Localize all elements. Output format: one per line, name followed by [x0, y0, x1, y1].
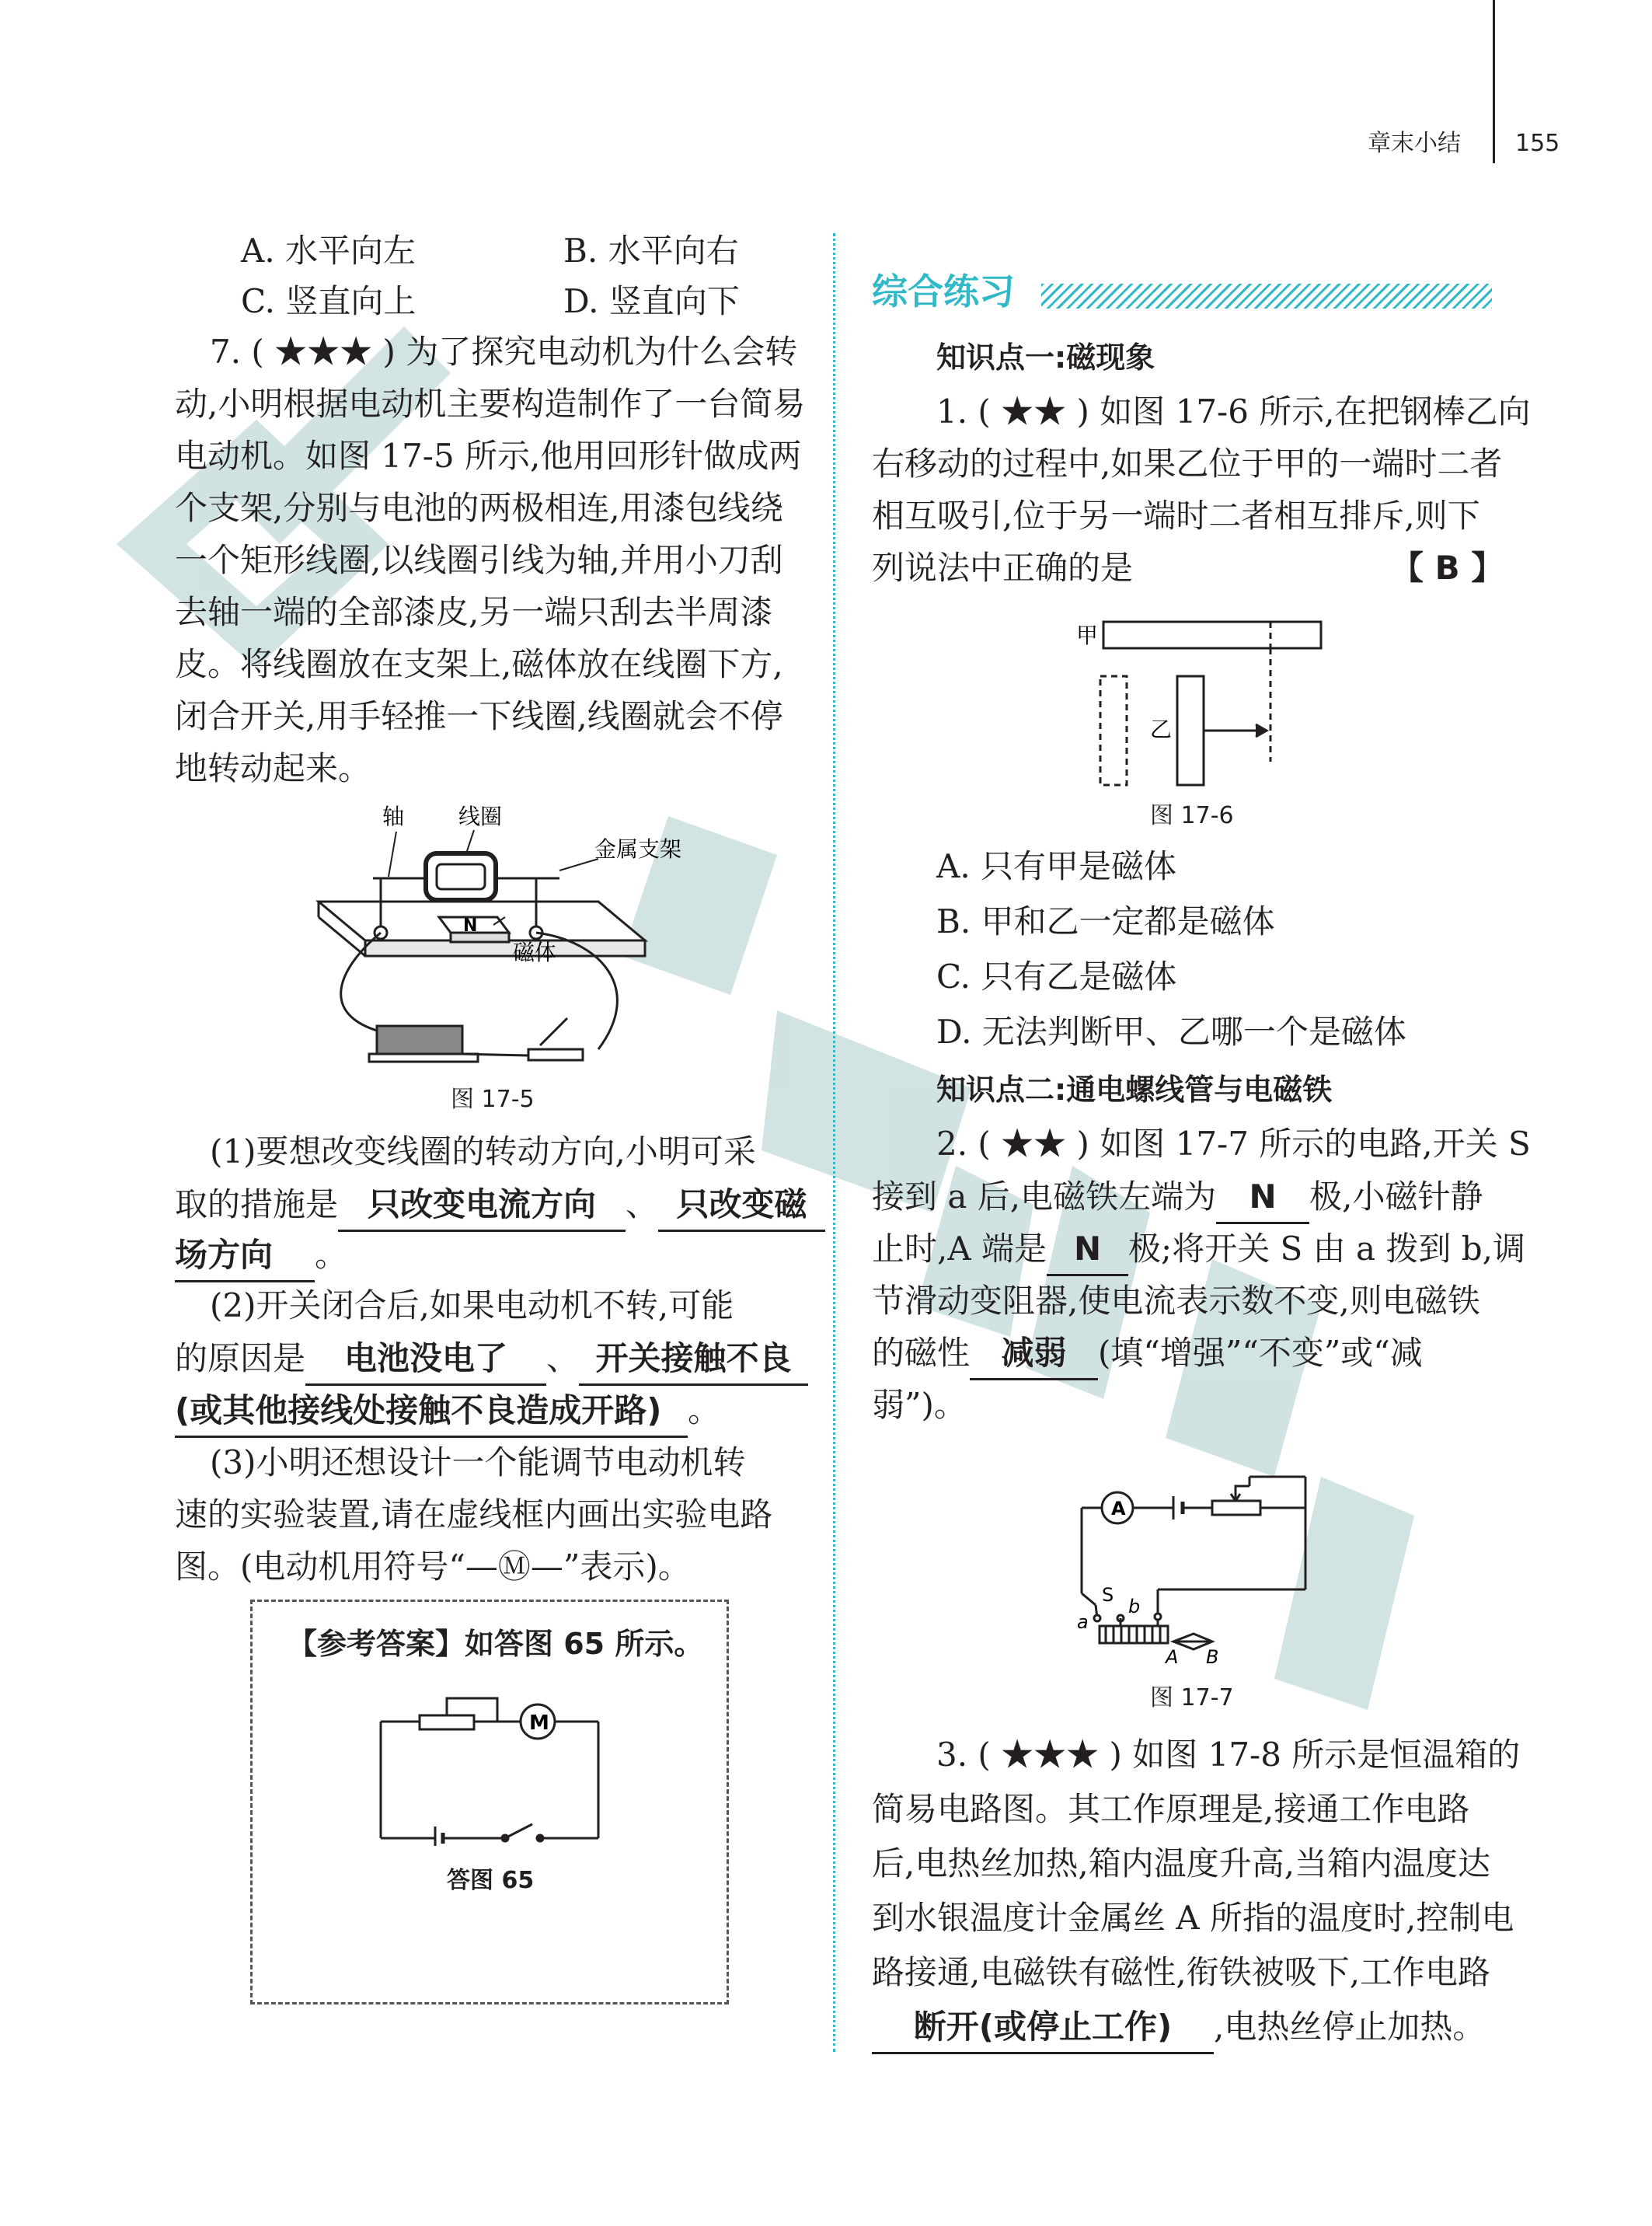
figure-caption: 图 17-6 [1150, 802, 1234, 829]
knowledge-point-2: 知识点二:通电螺线管与电磁铁 [936, 1073, 1333, 1107]
q7-2-answer-line [175, 1335, 808, 1386]
contact-b-label: b [1128, 1596, 1141, 1617]
option-a: A. 水平向左 [241, 232, 416, 270]
q1-answer: 【 B 】 [1391, 549, 1504, 587]
q7-line: 皮。将线圈放在支架上,磁体放在线圈下方, [175, 645, 783, 683]
q7-3-line: 图。(电动机用符号“—Ⓜ—”表示)。 [175, 1547, 691, 1586]
q1-line: 1. ( ★★ ) 如图 17-6 所示,在把钢棒乙向 [936, 393, 1531, 431]
answer-blank: 开关接触不良 [579, 1335, 808, 1386]
q3-line: 3. ( ★★★ ) 如图 17-8 所示是恒温箱的 [936, 1736, 1521, 1774]
q7-line: 个支架,分别与电池的两极相连,用漆包线绕 [175, 489, 783, 527]
q1-option: A. 只有甲是磁体 [936, 847, 1177, 885]
column-divider [833, 233, 835, 2052]
q7-line: 动,小明根据电动机主要构造制作了一台简易 [175, 385, 806, 423]
needle-a-label: A [1166, 1646, 1179, 1668]
q2-line: 2. ( ★★ ) 如图 17-7 所示的电路,开关 S [936, 1125, 1531, 1163]
label-magnet: 磁体 [513, 940, 557, 965]
header-rule [1493, 0, 1495, 163]
q2-line2 [872, 1174, 1483, 1224]
q2-line5 [872, 1330, 1423, 1380]
answer-blank: (或其他接线处接触不良造成开路) [175, 1387, 688, 1438]
q1-option: D. 无法判断甲、乙哪一个是磁体 [936, 1013, 1406, 1051]
ammeter-label: A [1111, 1498, 1126, 1519]
figure-17-5 [303, 793, 738, 1080]
q2-line: 弱”)。 [872, 1386, 967, 1424]
q7-1-line: (1)要想改变线圈的转动方向,小明可采 [210, 1132, 756, 1171]
q1-line: 右移动的过程中,如果乙位于甲的一端时二者 [872, 445, 1503, 483]
q1-line: 列说法中正确的是 [872, 549, 1134, 587]
figure-caption: 图 17-5 [451, 1086, 535, 1113]
answer-blank: 断开(或停止工作) [872, 2004, 1214, 2054]
needle-b-label: B [1206, 1646, 1219, 1668]
figure-17-7 [1057, 1453, 1321, 1679]
answer-blank: N [1047, 1226, 1128, 1276]
contact-a-label: a [1077, 1611, 1089, 1633]
answer-blank: 场方向 [175, 1232, 315, 1282]
q3-text: ,电热丝停止加热。 [1214, 2008, 1486, 2046]
option-c: C. 竖直向上 [241, 282, 416, 320]
label-jia: 甲 [1076, 623, 1099, 648]
label-coil: 线圈 [458, 804, 503, 829]
chapter-title: 章末小结 [1368, 130, 1461, 157]
q2-text: 极,小磁针静 [1309, 1178, 1483, 1216]
switch-label: S [1102, 1584, 1114, 1606]
q1-option: B. 甲和乙一定都是磁体 [936, 902, 1275, 940]
q7-1-prefix: 取的措施是 [175, 1185, 339, 1223]
q2-text: 的磁性 [872, 1334, 971, 1372]
label-n-pole: N [463, 916, 478, 936]
q3-line: 后,电热丝加热,箱内温度升高,当箱内温度达 [872, 1844, 1491, 1882]
q7-3-line: 速的实验装置,请在虚线框内画出实验电路 [175, 1495, 773, 1533]
answer-blank: 只改变电流方向 [338, 1181, 626, 1232]
page-number: 155 [1515, 130, 1560, 157]
answer-figure-caption: 答图 65 [447, 1867, 535, 1894]
q7-line: 7. ( ★★★ ) 为了探究电动机为什么会转 [210, 333, 798, 371]
q2-text: 止时,A 端是 [872, 1230, 1047, 1268]
q1-line: 相互吸引,位于另一端时二者相互排斥,则下 [872, 497, 1480, 535]
q3-line: 路接通,电磁铁有磁性,衔铁被吸下,工作电路 [872, 1953, 1491, 1991]
q7-1-end: 。 [315, 1236, 348, 1274]
q7-line: 地转动起来。 [175, 749, 371, 787]
q7-line: 闭合开关,用手轻推一下线圈,线圈就会不停 [175, 697, 783, 735]
answer-circuit [365, 1690, 614, 1846]
figure-caption: 图 17-7 [1150, 1684, 1234, 1711]
knowledge-point-1: 知识点一:磁现象 [936, 340, 1155, 375]
q7-2-answer-line2 [175, 1387, 720, 1438]
q2-line: 节滑动变阻器,使电流表示数不变,则电磁铁 [872, 1282, 1480, 1320]
q7-1-sep: 、 [626, 1185, 659, 1223]
q7-line: 一个矩形线圈,以线圈引线为轴,并用小刀刮 [175, 541, 783, 579]
q7-line: 去轴一端的全部漆皮,另一端只刮去半周漆 [175, 593, 773, 631]
answer-blank: 只改变磁 [658, 1181, 825, 1232]
q2-text: 接到 a 后,电磁铁左端为 [872, 1178, 1217, 1216]
q2-line3 [872, 1226, 1525, 1276]
motor-symbol: M [529, 1711, 549, 1735]
q2-text: (填“增强”“不变”或“减 [1098, 1334, 1423, 1372]
q3-line6 [872, 2004, 1485, 2054]
label-bracket: 金属支架 [594, 836, 682, 862]
section-title: 综合练习 [872, 270, 1015, 312]
answer-blank: 减弱 [970, 1330, 1098, 1380]
answer-blank: N [1216, 1174, 1309, 1224]
q7-2-prefix: 的原因是 [175, 1339, 306, 1377]
label-axis: 轴 [382, 804, 405, 829]
q7-1-answer-line2 [175, 1232, 347, 1282]
q1-option: C. 只有乙是磁体 [936, 958, 1177, 996]
answer-box-title: 【参考答案】如答图 65 所示。 [288, 1627, 704, 1661]
q7-line: 电动机。如图 17-5 所示,他用回形针做成两 [175, 437, 802, 475]
q7-3-line: (3)小明还想设计一个能调节电动机转 [210, 1443, 746, 1481]
answer-blank: 电池没电了 [305, 1335, 546, 1386]
q7-2-line: (2)开关闭合后,如果电动机不转,可能 [210, 1286, 734, 1324]
q3-line: 简易电路图。其工作原理是,接通工作电路 [872, 1790, 1470, 1828]
q7-2-sep: 、 [546, 1339, 580, 1377]
q3-line: 到水银温度计金属丝 A 所指的温度时,控制电 [872, 1899, 1514, 1937]
section-title-stripe [1041, 284, 1492, 309]
option-d: D. 竖直向下 [563, 282, 740, 320]
label-yi: 乙 [1150, 717, 1173, 742]
q7-2-end: 。 [688, 1391, 721, 1429]
q7-1-answer-line [175, 1181, 825, 1232]
q2-text: 极;将开关 S 由 a 拨到 b,调 [1128, 1230, 1525, 1268]
figure-17-6 [1072, 606, 1337, 793]
option-b: B. 水平向右 [563, 232, 739, 270]
